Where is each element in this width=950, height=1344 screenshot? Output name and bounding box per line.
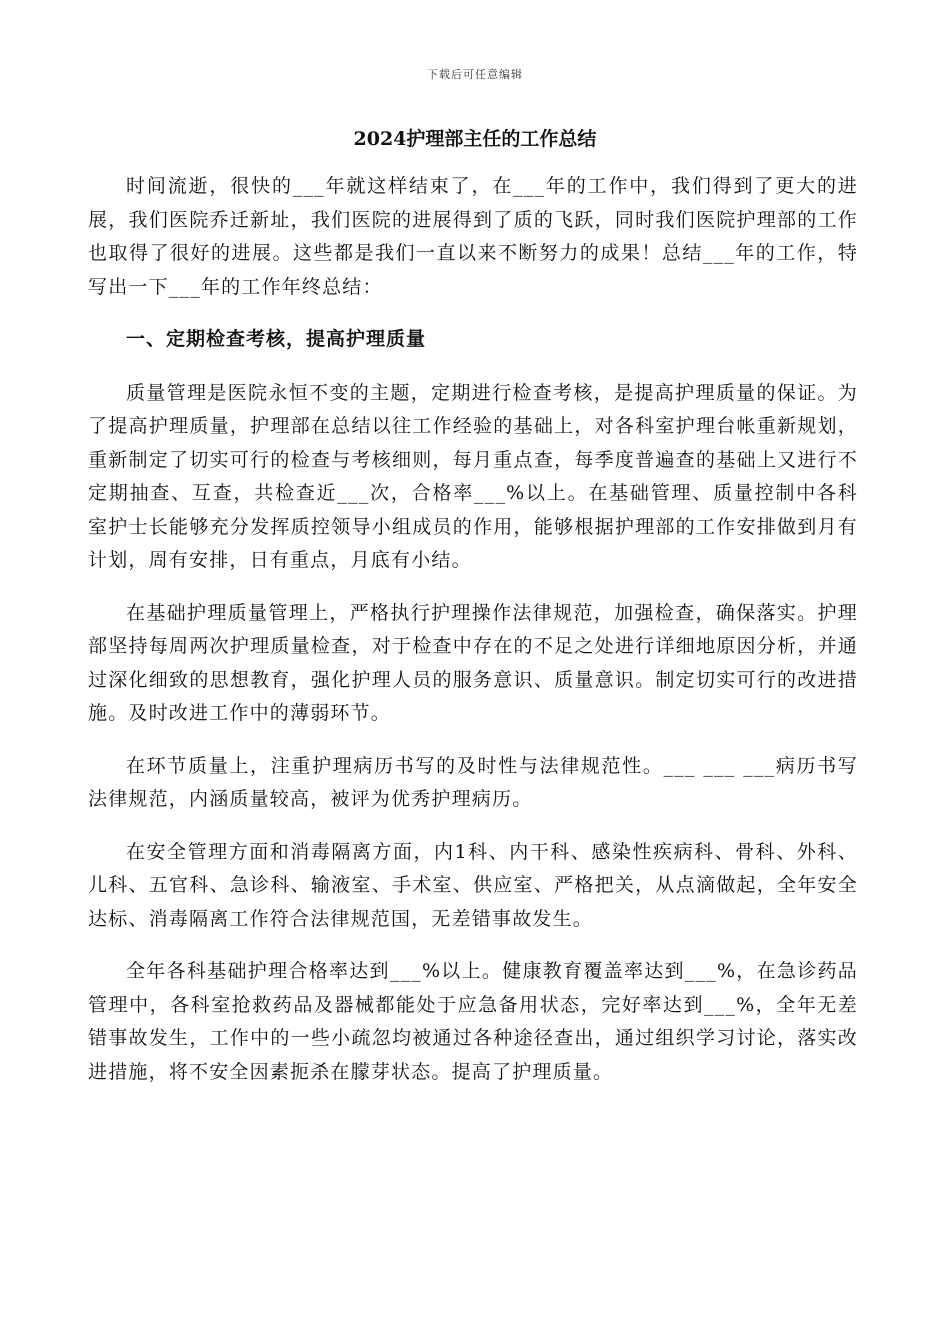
body-paragraph: 在安全管理方面和消毒隔离方面，内1科、内干科、感染性疾病科、骨科、外科、儿科、五官科、急诊科、输液室、手术室、供应室、严格把关，从点滴做起，全年安全达标、消毒隔离工作符合法律规范国，无差错事故发生。 <box>88 840 858 930</box>
intro-paragraph: 时间流逝，很快的___年就这样结束了，在___年的工作中，我们得到了更大的进展，我们医院乔迁新址，我们医院的进展得到了质的飞跃，同时我们医院护理部的工作也取得了很好的进展。这些都是我们一直以来不断努力的成果！总结___年的工作，特写出一下___年的工作年终总结： <box>88 175 858 298</box>
document-title: 2024护理部主任的工作总结 <box>353 128 597 150</box>
document-body <box>88 170 858 1108</box>
body-paragraph: 质量管理是医院永恒不变的主题，定期进行检查考核，是提高护理质量的保证。为了提高护理质量，护理部在总结以往工作经验的基础上，对各科室护理台帐重新规划，重新制定了切实可行的检查与考核细则，每月重点查，每季度普遍查的基础上又进行不定期抽查、互查，共检查近___次，合格率___%以上。在基础管理、质量控制中各科室护士长能够充分发挥质控领导小组成员的作用，能够根据护理部的工作安排做到月有计划，周有安排，日有重点，月底有小结。 <box>88 381 858 571</box>
body-paragraph: 全年各科基础护理合格率达到___%以上。健康教育覆盖率达到___%，在急诊药品管理中，各科室抢救药品及器械都能处于应急备用状态，完好率达到___%，全年无差错事故发生，工作中的一些小疏忽均被通过各种途径查出，通过组织学习讨论，落实改进措施，将不安全因素扼杀在朦芽状态。提高了护理质量。 <box>88 960 858 1083</box>
body-paragraph: 在基础护理质量管理上，严格执行护理操作法律规范，加强检查，确保落实。护理部坚持每周两次护理质量检查，对于检查中存在的不足之处进行详细地原因分析，并通过深化细致的思想教育，强化护理人员的服务意识、质量意识。制定切实可行的改进措施。及时改进工作中的薄弱环节。 <box>88 601 858 724</box>
section-heading: 一、定期检查考核，提高护理质量 <box>126 328 427 350</box>
header-note: 下载后可任意编辑 <box>427 68 523 81</box>
body-paragraph: 在环节质量上，注重护理病历书写的及时性与法律规范性。___ ___ ___病历书写法律规范，内涵质量较高，被评为优秀护理病历。 <box>88 754 858 810</box>
